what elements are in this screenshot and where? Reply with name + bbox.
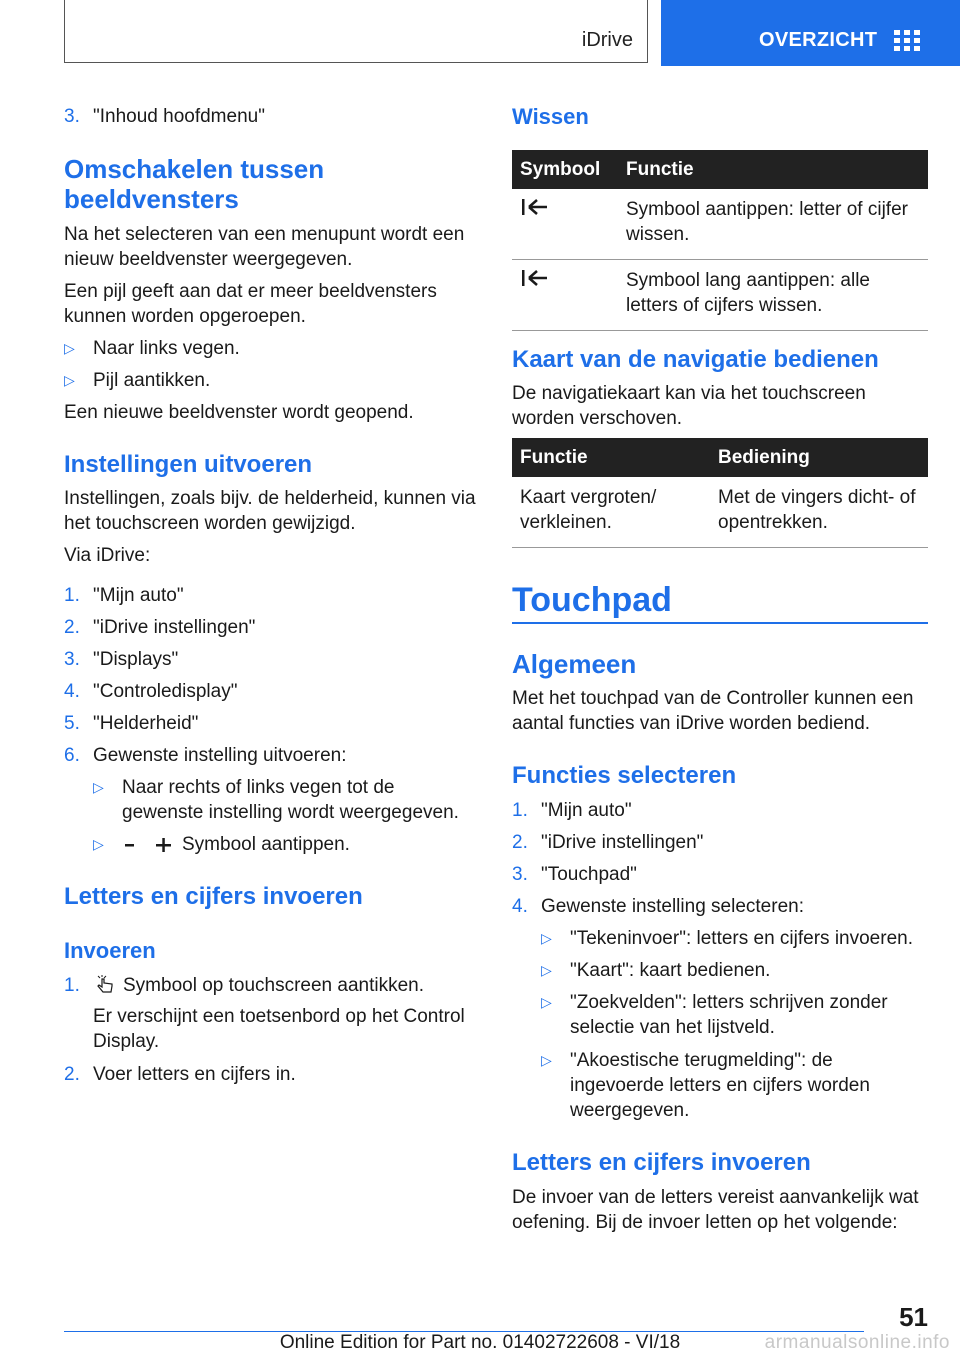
list-item [64, 647, 476, 672]
chapter-title: iDrive [581, 29, 633, 51]
backspace-arrow-icon [521, 197, 551, 217]
bullet-text: Symbool aantippen. [182, 834, 350, 855]
table-header: Functie [512, 438, 710, 477]
paragraph: Na het selecteren van een menupunt wordt een nieuw beeldvenster weergegeven. [64, 224, 465, 270]
list-text: "Mijn auto" [93, 585, 184, 606]
list-text: Gewenste instelling uitvoeren: [93, 745, 347, 766]
list-item [64, 679, 476, 704]
sub-bullet-item [541, 958, 928, 983]
list-number: 1. [512, 800, 528, 821]
paragraph: Met het touchpad van de Controller kunnen een aantal functies van iDrive worden bediend. [512, 688, 914, 734]
list-item [64, 1062, 476, 1087]
table-cell: Symbool lang aantippen: alle letters of cijfers wissen. [618, 260, 928, 331]
list-text: "Displays" [93, 649, 179, 670]
backspace-arrow-icon [521, 268, 551, 288]
bullet-triangle-icon: ▷ [541, 962, 552, 978]
list-item [512, 894, 928, 919]
sub-bullet-item [541, 1048, 928, 1123]
edition-text: Online Edition for Part no. 01402722608 - VI/18 [279, 1332, 681, 1353]
list-text: "iDrive instellingen" [93, 617, 256, 638]
list-item [64, 583, 476, 608]
list-item [64, 104, 476, 129]
list-text: "Touchpad" [541, 864, 637, 885]
table-cell: Kaart vergroten/ verkleinen. [512, 477, 710, 548]
bullet-text: Pijl aantikken. [93, 370, 211, 391]
paragraph: De invoer van de letters vereist aanvankelijk wat oefening. Bij de invoer letten op het volgende: [512, 1187, 919, 1233]
bullet-triangle-icon: ▷ [541, 994, 552, 1010]
map-table [512, 438, 928, 548]
list-text: "iDrive instellingen" [541, 832, 704, 853]
paragraph: Een pijl geeft aan dat er meer beeldvensters kunnen worden opgeroepen. [64, 281, 437, 327]
heading-touchpad: Touchpad [512, 581, 672, 619]
bullet-triangle-icon: ▷ [541, 930, 552, 946]
section-rule [512, 622, 928, 624]
table-header: Bediening [710, 438, 928, 477]
list-number: 5. [64, 713, 80, 734]
list-number: 2. [64, 1064, 80, 1085]
heading-switch-windows: Omschakelen tussen beeldvensters [64, 154, 325, 214]
table-cell-icon [512, 260, 618, 331]
list-number: 2. [64, 617, 80, 638]
bullet-text: Naar links vegen. [93, 338, 240, 359]
list-text: "Mijn auto" [541, 800, 632, 821]
bullet-text: Naar rechts of links vegen tot de gewenste instelling wordt weergegeven. [122, 777, 459, 823]
list-item [64, 615, 476, 640]
table-cell: Symbool aantippen: letter of cijfer wissen. [618, 189, 928, 260]
paragraph: Instellingen, zoals bijv. de helderheid, kunnen via het touchscreen worden gewijzigd. [64, 488, 476, 534]
list-number: 1. [64, 975, 80, 996]
watermark-text: armanualsonline.info [764, 1332, 950, 1353]
keyboard-hand-icon [94, 975, 116, 995]
sub-bullet-item [93, 832, 476, 857]
paragraph: Een nieuwe beeldvenster wordt geopend. [64, 402, 414, 423]
sub-bullet-item [541, 926, 928, 951]
heading-letters: Letters en cijfers invoeren [64, 883, 363, 910]
list-item [64, 711, 476, 736]
bullet-triangle-icon: ▷ [93, 779, 104, 795]
bullet-triangle-icon: ▷ [64, 372, 75, 388]
list-number: 2. [512, 832, 528, 853]
heading-input: Invoeren [64, 938, 156, 963]
overview-tab[interactable] [661, 0, 960, 66]
bullet-item [64, 336, 476, 361]
bullet-triangle-icon: ▷ [64, 340, 75, 356]
sub-bullet-item [541, 990, 928, 1040]
list-number: 1. [64, 585, 80, 606]
list-number: 3. [64, 649, 80, 670]
list-text: Gewenste instelling selecteren: [541, 896, 804, 917]
list-number: 3. [512, 864, 528, 885]
list-text: Symbool op touchscreen aantikken. [123, 975, 425, 996]
list-text: "Controledisplay" [93, 681, 238, 702]
delete-table [512, 150, 928, 331]
bullet-triangle-icon: ▷ [93, 836, 104, 852]
bullet-triangle-icon: ▷ [541, 1052, 552, 1068]
overview-tab-label: OVERZICHT [759, 29, 878, 51]
table-row [512, 189, 928, 260]
list-item [512, 798, 928, 823]
bullet-text: "Zoekvelden": letters schrijven zonder selectie van het lijstveld. [570, 992, 888, 1038]
list-item [64, 743, 476, 768]
sub-bullet-item [93, 775, 476, 825]
heading-settings: Instellingen uitvoeren [64, 451, 313, 478]
list-text: Voer letters en cijfers in. [93, 1064, 296, 1085]
paragraph: De navigatiekaart kan via het touchscreen worden verschoven. [512, 383, 866, 429]
table-cell-icon [512, 189, 618, 260]
bullet-text: "Tekeninvoer": letters en cijfers invoeren. [570, 928, 913, 949]
list-number: 4. [512, 896, 528, 917]
table-header: Symbool [512, 150, 618, 189]
list-text: "Inhoud hoofdmenu" [93, 106, 265, 127]
list-item [64, 973, 476, 998]
heading-map: Kaart van de navigatie bedienen [512, 346, 879, 373]
bullet-text: "Akoestische terugmelding": de ingevoerde letters en cijfers worden weergegeven. [570, 1050, 870, 1121]
page-number: 51 [899, 1302, 928, 1332]
bullet-text: "Kaart": kaart bedienen. [570, 960, 771, 981]
list-number: 6. [64, 745, 80, 766]
list-number: 3. [64, 106, 80, 127]
list-item [512, 862, 928, 887]
table-row [512, 477, 928, 548]
paragraph: Er verschijnt een toetsenbord op het Control Display. [93, 1006, 465, 1052]
table-row [512, 260, 928, 331]
heading-general: Algemeen [512, 649, 637, 679]
heading-letters-touchpad: Letters en cijfers invoeren [512, 1149, 811, 1176]
header-chapter-box [64, 0, 648, 63]
bullet-item [64, 368, 476, 393]
list-item [512, 830, 928, 855]
table-cell: Met de vingers dicht- of opentrekken. [710, 477, 928, 548]
heading-select-functions: Functies selecteren [512, 762, 737, 789]
minus-plus-icon [125, 838, 187, 852]
list-number: 4. [64, 681, 80, 702]
grid-menu-icon [894, 30, 920, 52]
table-header: Functie [618, 150, 928, 189]
heading-delete: Wissen [512, 104, 589, 129]
paragraph: Via iDrive: [64, 545, 151, 566]
list-text: "Helderheid" [93, 713, 199, 734]
